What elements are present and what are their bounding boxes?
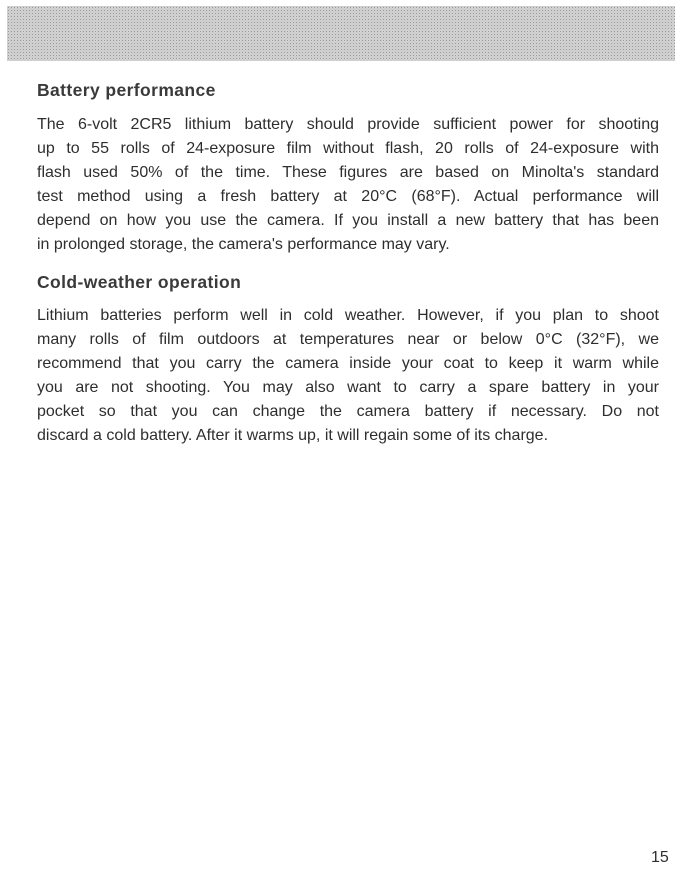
text-line: pocket so that you can change the camera battery if necessary. Do not [37,403,659,420]
text-line: The 6-volt 2CR5 lithium battery should provide sufficient power for shooting [37,116,659,133]
text-line: flash used 50% of the time. These figures are based on Minolta's standard [37,164,659,181]
page-number: 15 [651,849,669,866]
text-line: many rolls of film outdoors at temperatures near or below 0°C (32°F), we [37,331,659,348]
text-line: test method using a fresh battery at 20°C (68°F). Actual performance will [37,188,659,205]
text-line: Lithium batteries perform well in cold weather. However, if you plan to shoot [37,307,659,324]
section-heading-cold-weather-operation: Cold-weather operation [37,272,242,292]
text-line: depend on how you use the camera. If you install a new battery that has been [37,212,659,229]
header-band [7,6,675,61]
text-line: recommend that you carry the camera inside your coat to keep it warm while [37,355,659,372]
text-line: you are not shooting. You may also want to carry a spare battery in your [37,379,659,396]
paragraph-cold-weather-operation [37,304,659,448]
paragraph-battery-performance [37,113,659,257]
text-line: discard a cold battery. After it warms up, it will regain some of its charge. [37,427,549,444]
text-line: up to 55 rolls of 24-exposure film without flash, 20 rolls of 24-exposure with [37,140,659,157]
section-heading-battery-performance: Battery performance [37,80,216,100]
text-line: in prolonged storage, the camera's performance may vary. [37,236,450,253]
